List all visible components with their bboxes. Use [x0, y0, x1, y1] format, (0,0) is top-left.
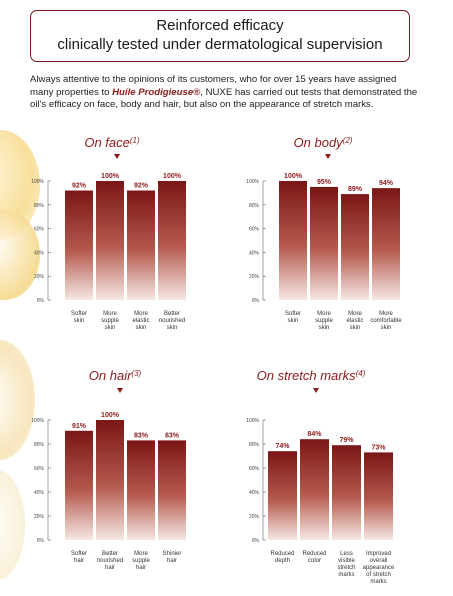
brand-name: Huile Prodigieuse®	[112, 86, 201, 98]
chart-2-category-label: More supple skin	[315, 311, 333, 331]
chart-4-tick-label: 100%	[246, 418, 259, 424]
chart-4-bar	[364, 452, 393, 540]
chart-2-tick-label: 80%	[248, 202, 259, 209]
chart-1-bar	[158, 181, 186, 300]
chart-4-tick-label: 0%	[251, 538, 259, 544]
chart-1-bar	[96, 181, 124, 300]
chart-3-value-label: 91%	[71, 422, 87, 430]
chart-3-category-label: More supple hair	[132, 551, 150, 571]
headline-line-2: clinically tested under dermatological supervision	[57, 36, 383, 53]
chart-1-tick-label: 80%	[33, 202, 44, 209]
chart-3-bar	[127, 440, 155, 540]
chart-2-value-label: 100%	[284, 173, 302, 180]
intro-text-after: , NUXE has carried out tests that demonstrated the oil's efficacy on face, body and hair, but also on the appearance of stretch marks.	[30, 86, 418, 111]
chart-4-tick-label: 20%	[248, 514, 259, 520]
chart-3-tick-label: 0%	[36, 538, 44, 544]
chart-3-category-label: Softer hair	[70, 551, 88, 564]
chart-4-tick-label: 60%	[248, 466, 259, 472]
chart-3-value-label: 83%	[164, 432, 180, 440]
chart-3-bar	[158, 440, 186, 540]
chart-4-arrow-icon	[313, 388, 319, 393]
chart-1-category-label: Better nourished skin	[158, 311, 186, 331]
chart-3-tick-label: 20%	[33, 514, 44, 520]
chart-4-category-label: Reduced color	[302, 551, 327, 564]
chart-1-value-label: 92%	[71, 182, 87, 190]
chart-1-category-label: More elastic skin	[132, 311, 150, 331]
chart-4-value-label: 73%	[371, 444, 386, 452]
chart-1-bar	[65, 191, 93, 300]
chart-4-bar	[268, 451, 297, 540]
chart-4-value-label: 84%	[307, 431, 322, 439]
intro-text-before: Always attentive to the opinions of its customers, who for over 15 years have assigned many properties to	[30, 74, 397, 98]
chart-1-bar	[127, 191, 155, 300]
chart-3-tick-label: 60%	[33, 466, 44, 472]
chart-3-value-label: 100%	[101, 412, 119, 419]
chart-1-category-label: Softer skin	[70, 311, 88, 324]
chart-2-bar	[310, 187, 338, 300]
chart-3-title: On hair$^{(3)}$	[88, 368, 142, 383]
chart-3-tick-label: 100%	[31, 418, 44, 424]
chart-4-category-label: Improved overall appearance of stretch marks	[362, 551, 395, 585]
chart-4-tick-label: 40%	[248, 490, 259, 496]
chart-2-bar	[279, 181, 307, 300]
chart-4-title: On stretch marks$^{(4)}$	[256, 368, 366, 383]
chart-3-value-label: 83%	[133, 432, 149, 440]
chart-2-bar	[341, 194, 369, 300]
headline-line-1: Reinforced efficacy	[156, 17, 284, 34]
chart-3-tick-label: 40%	[33, 490, 44, 496]
chart-3-category-label: Better nourished hair	[96, 551, 124, 571]
chart-3-bar	[65, 431, 93, 540]
chart-2-tick-label: 60%	[248, 226, 259, 233]
chart-2-category-label: More elastic skin	[346, 311, 364, 331]
chart-1-tick-label: 20%	[33, 274, 44, 281]
chart-2-value-label: 94%	[378, 180, 394, 188]
chart-3-arrow-icon	[117, 388, 123, 393]
chart-2-tick-label: 100%	[246, 179, 259, 185]
chart-2-tick-label: 20%	[248, 274, 259, 281]
chart-1-category-label: More supple skin	[101, 311, 119, 331]
chart-4-value-label: 74%	[275, 443, 290, 451]
chart-2-bar	[372, 188, 400, 300]
chart-1-title: On face$^{(1)}$	[84, 135, 140, 150]
chart-2-value-label: 89%	[347, 186, 363, 194]
chart-4-tick-label: 80%	[248, 442, 259, 448]
chart-4-bar	[300, 439, 329, 540]
chart-4-bar	[332, 445, 361, 540]
chart-2-tick-label: 0%	[251, 298, 259, 304]
chart-1-value-label: 92%	[133, 182, 149, 190]
chart-2-arrow-icon	[325, 154, 331, 159]
chart-2-category-label: More comfortable skin	[370, 311, 402, 331]
chart-4-category-label: Reduced depth	[270, 551, 295, 564]
chart-1-arrow-icon	[114, 154, 120, 159]
chart-1-tick-label: 40%	[33, 250, 44, 257]
chart-1-value-label: 100%	[163, 173, 181, 180]
chart-2-value-label: 95%	[316, 178, 332, 186]
chart-1-tick-label: 100%	[31, 179, 44, 185]
chart-2-tick-label: 40%	[248, 250, 259, 257]
chart-1-tick-label: 0%	[36, 298, 44, 304]
chart-3-bar	[96, 420, 124, 540]
chart-2-category-label: Softer skin	[284, 311, 302, 324]
chart-1-tick-label: 60%	[33, 226, 44, 233]
chart-3-tick-label: 80%	[33, 442, 44, 448]
chart-1-value-label: 100%	[101, 173, 119, 180]
chart-4-value-label: 79%	[339, 437, 354, 445]
chart-4-category-label: Less visible stretch marks	[337, 551, 356, 578]
chart-3-category-label: Shinier hair	[162, 551, 182, 564]
chart-2-title: On body$^{(2)}$	[293, 135, 353, 150]
